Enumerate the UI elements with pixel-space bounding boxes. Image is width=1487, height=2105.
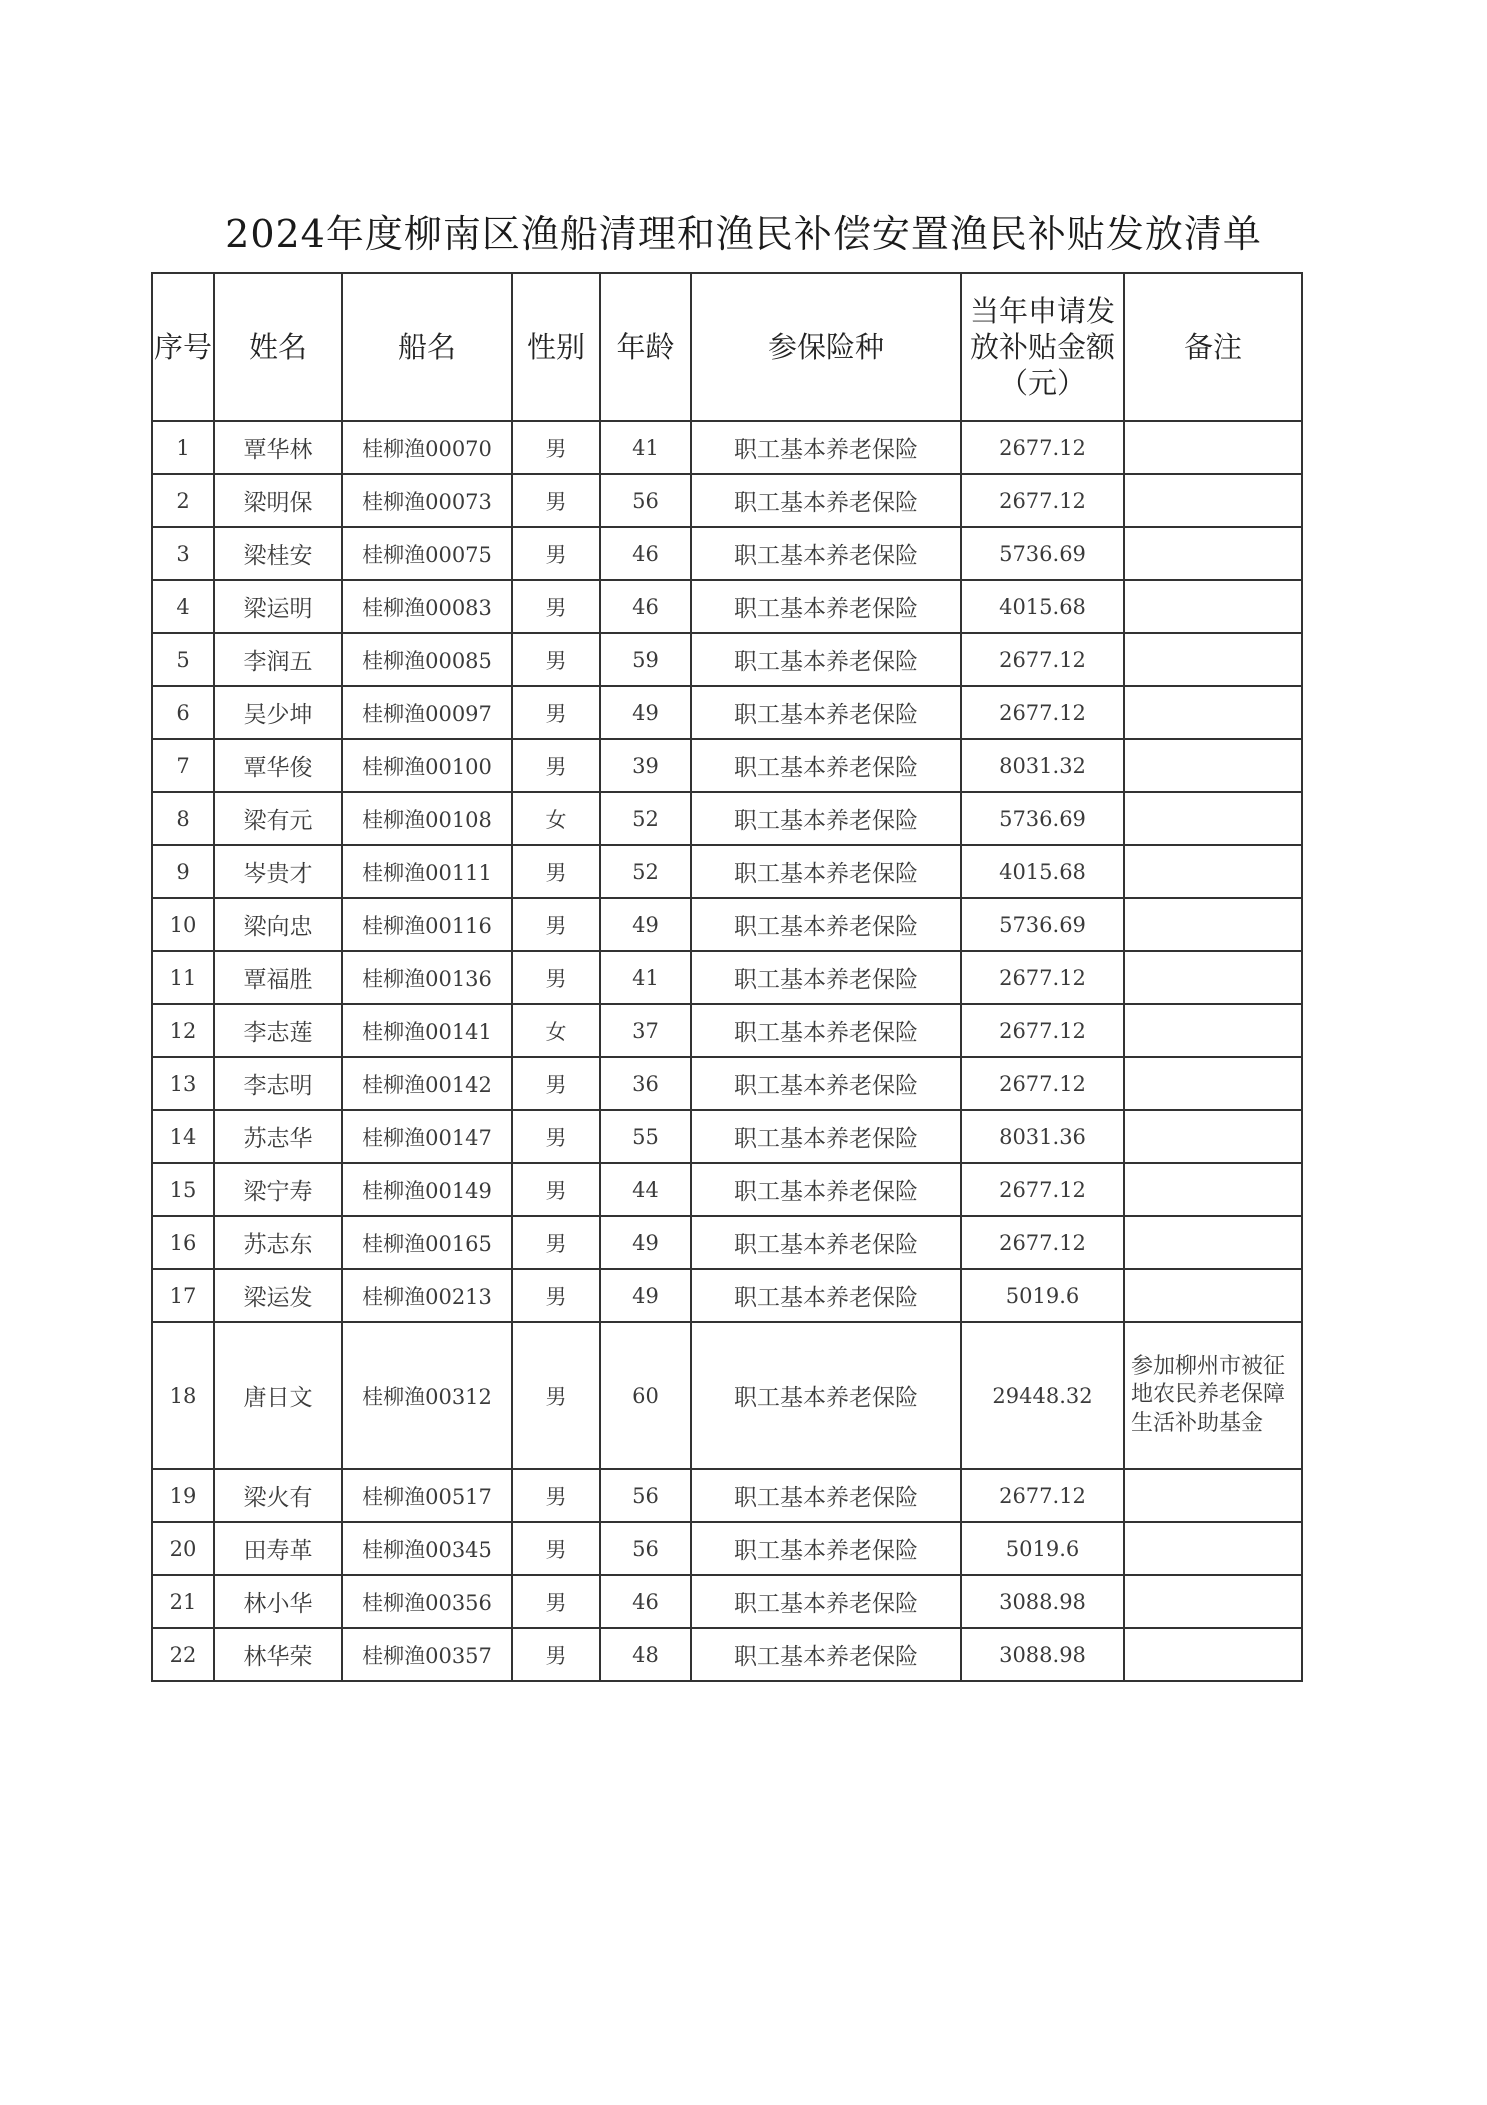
cell-seq: 1 [152, 421, 214, 474]
header-boat: 船名 [342, 273, 512, 421]
cell-seq: 3 [152, 527, 214, 580]
cell-name: 梁有元 [214, 792, 342, 845]
cell-seq: 16 [152, 1216, 214, 1269]
cell-insurance: 职工基本养老保险 [691, 421, 961, 474]
cell-seq: 15 [152, 1163, 214, 1216]
cell-boat: 桂柳渔00136 [342, 951, 512, 1004]
cell-age: 41 [600, 421, 691, 474]
document-title: 2024年度柳南区渔船清理和渔民补偿安置渔民补贴发放清单 [225, 212, 1262, 256]
cell-remark [1124, 1469, 1302, 1522]
cell-amount: 8031.36 [961, 1110, 1124, 1163]
cell-gender: 男 [512, 1216, 600, 1269]
table-row [152, 474, 1302, 527]
cell-insurance: 职工基本养老保险 [691, 845, 961, 898]
cell-age: 52 [600, 845, 691, 898]
cell-boat: 桂柳渔00085 [342, 633, 512, 686]
cell-boat: 桂柳渔00111 [342, 845, 512, 898]
cell-insurance: 职工基本养老保险 [691, 1469, 961, 1522]
cell-amount: 5019.6 [961, 1522, 1124, 1575]
table-row [152, 1469, 1302, 1522]
table-row [152, 792, 1302, 845]
header-gender: 性别 [512, 273, 600, 421]
cell-age: 60 [600, 1322, 691, 1469]
cell-name: 梁运明 [214, 580, 342, 633]
cell-insurance: 职工基本养老保险 [691, 1269, 961, 1322]
cell-seq: 4 [152, 580, 214, 633]
cell-age: 44 [600, 1163, 691, 1216]
cell-boat: 桂柳渔00116 [342, 898, 512, 951]
table-row [152, 1163, 1302, 1216]
cell-seq: 2 [152, 474, 214, 527]
table-row [152, 1575, 1302, 1628]
cell-boat: 桂柳渔00357 [342, 1628, 512, 1681]
cell-remark [1124, 474, 1302, 527]
cell-name: 覃华俊 [214, 739, 342, 792]
cell-name: 田寿革 [214, 1522, 342, 1575]
cell-insurance: 职工基本养老保险 [691, 1163, 961, 1216]
header-name: 姓名 [214, 273, 342, 421]
cell-remark [1124, 739, 1302, 792]
cell-amount: 4015.68 [961, 580, 1124, 633]
cell-boat: 桂柳渔00142 [342, 1057, 512, 1110]
cell-age: 59 [600, 633, 691, 686]
cell-gender: 男 [512, 1269, 600, 1322]
header-amount [961, 273, 1124, 421]
cell-name: 覃华林 [214, 421, 342, 474]
cell-remark [1124, 792, 1302, 845]
cell-seq: 20 [152, 1522, 214, 1575]
cell-insurance: 职工基本养老保险 [691, 686, 961, 739]
cell-insurance: 职工基本养老保险 [691, 580, 961, 633]
cell-boat: 桂柳渔00141 [342, 1004, 512, 1057]
cell-age: 46 [600, 527, 691, 580]
cell-amount: 2677.12 [961, 1469, 1124, 1522]
cell-name: 梁运发 [214, 1269, 342, 1322]
cell-gender: 男 [512, 898, 600, 951]
cell-insurance: 职工基本养老保险 [691, 1628, 961, 1681]
cell-remark [1124, 1110, 1302, 1163]
cell-amount: 2677.12 [961, 1004, 1124, 1057]
cell-name: 李志莲 [214, 1004, 342, 1057]
cell-boat: 桂柳渔00356 [342, 1575, 512, 1628]
cell-name: 苏志东 [214, 1216, 342, 1269]
cell-age: 55 [600, 1110, 691, 1163]
cell-insurance: 职工基本养老保险 [691, 1057, 961, 1110]
cell-gender: 男 [512, 1322, 600, 1469]
cell-gender: 男 [512, 686, 600, 739]
cell-remark: 参加柳州市被征地农民养老保障生活补助基金 [1124, 1322, 1302, 1469]
cell-insurance: 职工基本养老保险 [691, 898, 961, 951]
cell-remark [1124, 686, 1302, 739]
cell-insurance: 职工基本养老保险 [691, 1004, 961, 1057]
cell-remark [1124, 1575, 1302, 1628]
cell-remark [1124, 1628, 1302, 1681]
cell-seq: 18 [152, 1322, 214, 1469]
cell-seq: 6 [152, 686, 214, 739]
cell-name: 林华荣 [214, 1628, 342, 1681]
cell-age: 36 [600, 1057, 691, 1110]
table-row [152, 527, 1302, 580]
cell-remark [1124, 421, 1302, 474]
cell-insurance: 职工基本养老保险 [691, 1575, 961, 1628]
cell-name: 梁宁寿 [214, 1163, 342, 1216]
cell-gender: 男 [512, 845, 600, 898]
cell-remark [1124, 527, 1302, 580]
cell-remark [1124, 1163, 1302, 1216]
cell-amount: 3088.98 [961, 1628, 1124, 1681]
cell-insurance: 职工基本养老保险 [691, 1216, 961, 1269]
cell-seq: 8 [152, 792, 214, 845]
cell-age: 41 [600, 951, 691, 1004]
cell-amount: 2677.12 [961, 686, 1124, 739]
cell-boat: 桂柳渔00517 [342, 1469, 512, 1522]
cell-gender: 男 [512, 739, 600, 792]
cell-seq: 22 [152, 1628, 214, 1681]
cell-remark [1124, 898, 1302, 951]
table-row [152, 1057, 1302, 1110]
cell-boat: 桂柳渔00070 [342, 421, 512, 474]
cell-age: 49 [600, 686, 691, 739]
cell-seq: 9 [152, 845, 214, 898]
table-header-row [152, 273, 1302, 421]
cell-gender: 男 [512, 1628, 600, 1681]
cell-name: 吴少坤 [214, 686, 342, 739]
table-row [152, 1628, 1302, 1681]
cell-gender: 男 [512, 1057, 600, 1110]
cell-amount: 8031.32 [961, 739, 1124, 792]
cell-amount: 29448.32 [961, 1322, 1124, 1469]
table-row [152, 898, 1302, 951]
cell-age: 52 [600, 792, 691, 845]
cell-gender: 男 [512, 421, 600, 474]
cell-gender: 女 [512, 1004, 600, 1057]
cell-seq: 11 [152, 951, 214, 1004]
cell-remark [1124, 633, 1302, 686]
table-row [152, 421, 1302, 474]
cell-seq: 7 [152, 739, 214, 792]
header-amount-label: 当年申请发放补贴金额（元） [969, 293, 1115, 401]
cell-gender: 男 [512, 474, 600, 527]
cell-name: 岑贵才 [214, 845, 342, 898]
table-row [152, 1216, 1302, 1269]
cell-age: 48 [600, 1628, 691, 1681]
cell-seq: 21 [152, 1575, 214, 1628]
cell-gender: 男 [512, 1163, 600, 1216]
cell-insurance: 职工基本养老保险 [691, 792, 961, 845]
cell-insurance: 职工基本养老保险 [691, 527, 961, 580]
cell-gender: 男 [512, 580, 600, 633]
cell-name: 李润五 [214, 633, 342, 686]
cell-age: 49 [600, 898, 691, 951]
cell-name: 梁向忠 [214, 898, 342, 951]
cell-seq: 17 [152, 1269, 214, 1322]
cell-boat: 桂柳渔00345 [342, 1522, 512, 1575]
cell-name: 唐日文 [214, 1322, 342, 1469]
cell-amount: 3088.98 [961, 1575, 1124, 1628]
cell-insurance: 职工基本养老保险 [691, 1110, 961, 1163]
cell-seq: 13 [152, 1057, 214, 1110]
cell-age: 49 [600, 1269, 691, 1322]
cell-boat: 桂柳渔00097 [342, 686, 512, 739]
cell-boat: 桂柳渔00108 [342, 792, 512, 845]
cell-age: 56 [600, 1469, 691, 1522]
table-row [152, 845, 1302, 898]
cell-age: 46 [600, 580, 691, 633]
cell-name: 苏志华 [214, 1110, 342, 1163]
cell-remark [1124, 580, 1302, 633]
table-row [152, 739, 1302, 792]
cell-amount: 2677.12 [961, 474, 1124, 527]
cell-name: 梁明保 [214, 474, 342, 527]
table-row [152, 1110, 1302, 1163]
cell-amount: 5736.69 [961, 898, 1124, 951]
header-seq: 序号 [152, 273, 214, 421]
cell-gender: 男 [512, 1522, 600, 1575]
cell-amount: 5019.6 [961, 1269, 1124, 1322]
cell-seq: 14 [152, 1110, 214, 1163]
cell-gender: 男 [512, 1110, 600, 1163]
cell-insurance: 职工基本养老保险 [691, 1522, 961, 1575]
cell-boat: 桂柳渔00083 [342, 580, 512, 633]
cell-amount: 2677.12 [961, 1057, 1124, 1110]
cell-gender: 男 [512, 633, 600, 686]
cell-name: 覃福胜 [214, 951, 342, 1004]
cell-seq: 10 [152, 898, 214, 951]
cell-boat: 桂柳渔00075 [342, 527, 512, 580]
cell-amount: 2677.12 [961, 421, 1124, 474]
header-age: 年龄 [600, 273, 691, 421]
cell-age: 56 [600, 1522, 691, 1575]
cell-boat: 桂柳渔00213 [342, 1269, 512, 1322]
table-row [152, 1004, 1302, 1057]
cell-age: 56 [600, 474, 691, 527]
cell-gender: 男 [512, 1469, 600, 1522]
cell-amount: 2677.12 [961, 951, 1124, 1004]
cell-boat: 桂柳渔00149 [342, 1163, 512, 1216]
cell-remark [1124, 1216, 1302, 1269]
cell-amount: 5736.69 [961, 527, 1124, 580]
cell-insurance: 职工基本养老保险 [691, 951, 961, 1004]
cell-amount: 2677.12 [961, 633, 1124, 686]
cell-boat: 桂柳渔00312 [342, 1322, 512, 1469]
cell-name: 梁桂安 [214, 527, 342, 580]
cell-insurance: 职工基本养老保险 [691, 739, 961, 792]
cell-remark [1124, 1522, 1302, 1575]
cell-age: 49 [600, 1216, 691, 1269]
cell-amount: 2677.12 [961, 1216, 1124, 1269]
cell-name: 林小华 [214, 1575, 342, 1628]
table-row [152, 580, 1302, 633]
cell-remark [1124, 1004, 1302, 1057]
header-insurance: 参保险种 [691, 273, 961, 421]
cell-remark [1124, 1269, 1302, 1322]
table-row [152, 686, 1302, 739]
cell-amount: 5736.69 [961, 792, 1124, 845]
cell-insurance: 职工基本养老保险 [691, 474, 961, 527]
cell-boat: 桂柳渔00100 [342, 739, 512, 792]
cell-remark [1124, 951, 1302, 1004]
table-row [152, 1269, 1302, 1322]
cell-seq: 5 [152, 633, 214, 686]
cell-gender: 男 [512, 527, 600, 580]
cell-name: 李志明 [214, 1057, 342, 1110]
cell-gender: 男 [512, 951, 600, 1004]
cell-age: 37 [600, 1004, 691, 1057]
cell-age: 39 [600, 739, 691, 792]
cell-boat: 桂柳渔00147 [342, 1110, 512, 1163]
subsidy-table [151, 272, 1303, 1682]
cell-name: 梁火有 [214, 1469, 342, 1522]
cell-amount: 2677.12 [961, 1163, 1124, 1216]
cell-boat: 桂柳渔00073 [342, 474, 512, 527]
cell-insurance: 职工基本养老保险 [691, 1322, 961, 1469]
cell-remark [1124, 1057, 1302, 1110]
cell-amount: 4015.68 [961, 845, 1124, 898]
cell-remark [1124, 845, 1302, 898]
cell-gender: 男 [512, 1575, 600, 1628]
cell-insurance: 职工基本养老保险 [691, 633, 961, 686]
cell-seq: 19 [152, 1469, 214, 1522]
table-row [152, 633, 1302, 686]
table-row [152, 1522, 1302, 1575]
cell-gender: 女 [512, 792, 600, 845]
table-row [152, 1322, 1302, 1469]
cell-age: 46 [600, 1575, 691, 1628]
cell-boat: 桂柳渔00165 [342, 1216, 512, 1269]
table-row [152, 951, 1302, 1004]
header-remark: 备注 [1124, 273, 1302, 421]
cell-seq: 12 [152, 1004, 214, 1057]
